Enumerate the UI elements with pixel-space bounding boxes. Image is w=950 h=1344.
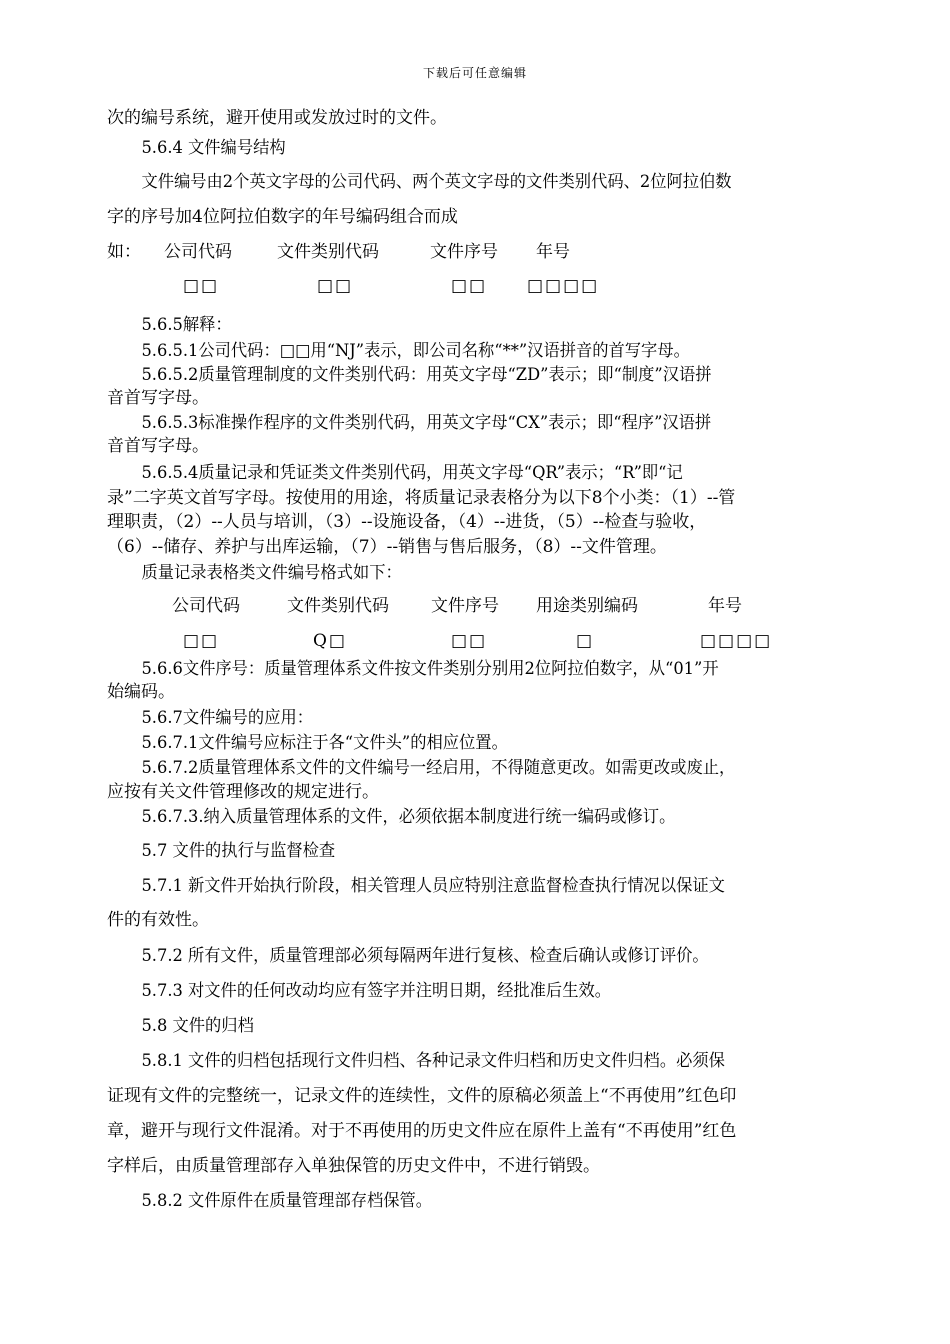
example-header-company-code: 公司代码 [164,242,232,262]
example-header-doc-category: 文件类别代码 [277,242,379,262]
example-header-year: 年号 [536,242,570,262]
paragraph-line: 录”二字英文首写字母。按使用的用途，将质量记录表格分为以下8个小类：（1）--管 [107,488,736,508]
example2-header-doc-seq: 文件序号 [431,596,499,616]
paragraph-line: 5.7.1 新文件开始执行阶段，相关管理人员应特别注意监督检查执行情况以保证文 [141,876,725,896]
paragraph-line: 文件编号由2个英文字母的公司代码、两个英文字母的文件类别代码、2位阿拉伯数 [141,172,732,192]
paragraph-line: 5.7.3 对文件的任何改动均应有签字并注明日期，经批准后生效。 [141,981,612,1001]
example-prefix: 如： [107,242,141,262]
paragraph-line: 5.6.5.4质量记录和凭证类文件类别代码，用英文字母“QR”表示；“R”即“记 [141,463,683,483]
example2-box-company-code: □□ [183,631,220,651]
example2-header-year: 年号 [708,596,742,616]
paragraph-line: 5.7.2 所有文件，质量管理部必须每隔两年进行复核、检查后确认或修订评价。 [141,946,709,966]
paragraph-line: 次的编号系统，避开使用或发放过时的文件。 [107,108,447,128]
page-header: 下载后可任意编辑 [422,66,527,80]
example2-header-company-code: 公司代码 [172,596,240,616]
example2-box-doc-category: Q□ [313,631,347,651]
paragraph-line: （6）--储存、养护与出库运输，（7）--销售与售后服务，（8）--文件管理。 [107,537,667,557]
example-box-company-code: □□ [183,276,220,296]
paragraph-line: 理职责，（2）--人员与培训，（3）--设施设备，（4）--进货，（5）--检查与验收， [107,512,707,532]
paragraph-line: 5.6.5.1公司代码：□□用“NJ”表示，即公司名称“**”汉语拼音的首写字母。 [141,341,690,361]
paragraph-line: 应按有关文件管理修改的规定进行。 [107,782,379,802]
example-box-doc-seq: □□ [451,276,488,296]
section-heading-5-6-4: 5.6.4 文件编号结构 [141,138,286,158]
example2-box-year: □□□□ [700,631,773,651]
section-heading-5-8: 5.8 文件的归档 [141,1016,254,1036]
paragraph-line: 始编码。 [107,682,175,702]
paragraph-line: 证现有文件的完整统一，记录文件的连续性，文件的原稿必须盖上“不再使用”红色印 [107,1086,737,1106]
paragraph-line: 5.6.7.2质量管理体系文件的文件编号一经启用，不得随意更改。如需更改或废止， [141,758,736,778]
section-heading-5-6-5: 5.6.5解释： [141,315,232,335]
paragraph-line: 5.8.1 文件的归档包括现行文件归档、各种记录文件归档和历史文件归档。必须保 [141,1051,725,1071]
paragraph-line: 字样后，由质量管理部存入单独保管的历史文件中，不进行销毁。 [107,1156,600,1176]
example2-box-usage-code: □ [576,631,595,651]
example2-header-doc-category: 文件类别代码 [287,596,389,616]
paragraph-line: 5.6.5.3标准操作程序的文件类别代码，用英文字母“CX”表示；即“程序”汉语拼 [141,413,712,433]
paragraph-line: 字的序号加4位阿拉伯数字的年号编码组合而成 [107,207,458,227]
paragraph-line: 5.6.7.1文件编号应标注于各“文件头”的相应位置。 [141,733,508,753]
paragraph-line: 章，避开与现行文件混淆。对于不再使用的历史文件应在原件上盖有“不再使用”红色 [107,1121,737,1141]
paragraph-line: 音首写字母。 [107,436,209,456]
paragraph-line: 5.6.6文件序号：质量管理体系文件按文件类别分别用2位阿拉伯数字，从“01”开 [141,659,719,679]
section-heading-5-7: 5.7 文件的执行与监督检查 [141,841,336,861]
example-header-doc-seq: 文件序号 [430,242,498,262]
paragraph-line: 音首写字母。 [107,388,209,408]
paragraph-line: 件的有效性。 [107,910,209,930]
example-box-year: □□□□ [527,276,600,296]
paragraph-line: 质量记录表格类文件编号格式如下： [141,563,402,583]
paragraph-line: 5.8.2 文件原件在质量管理部存档保管。 [141,1191,433,1211]
paragraph-line: 5.6.7.3.纳入质量管理体系的文件，必须依据本制度进行统一编码或修订。 [141,807,676,827]
paragraph-line: 5.6.5.2质量管理制度的文件类别代码：用英文字母“ZD”表示；即“制度”汉语拼 [141,365,712,385]
example2-box-doc-seq: □□ [451,631,488,651]
example2-header-usage-code: 用途类别编码 [536,596,638,616]
section-heading-5-6-7: 5.6.7文件编号的应用： [141,708,314,728]
example-box-doc-category: □□ [317,276,354,296]
